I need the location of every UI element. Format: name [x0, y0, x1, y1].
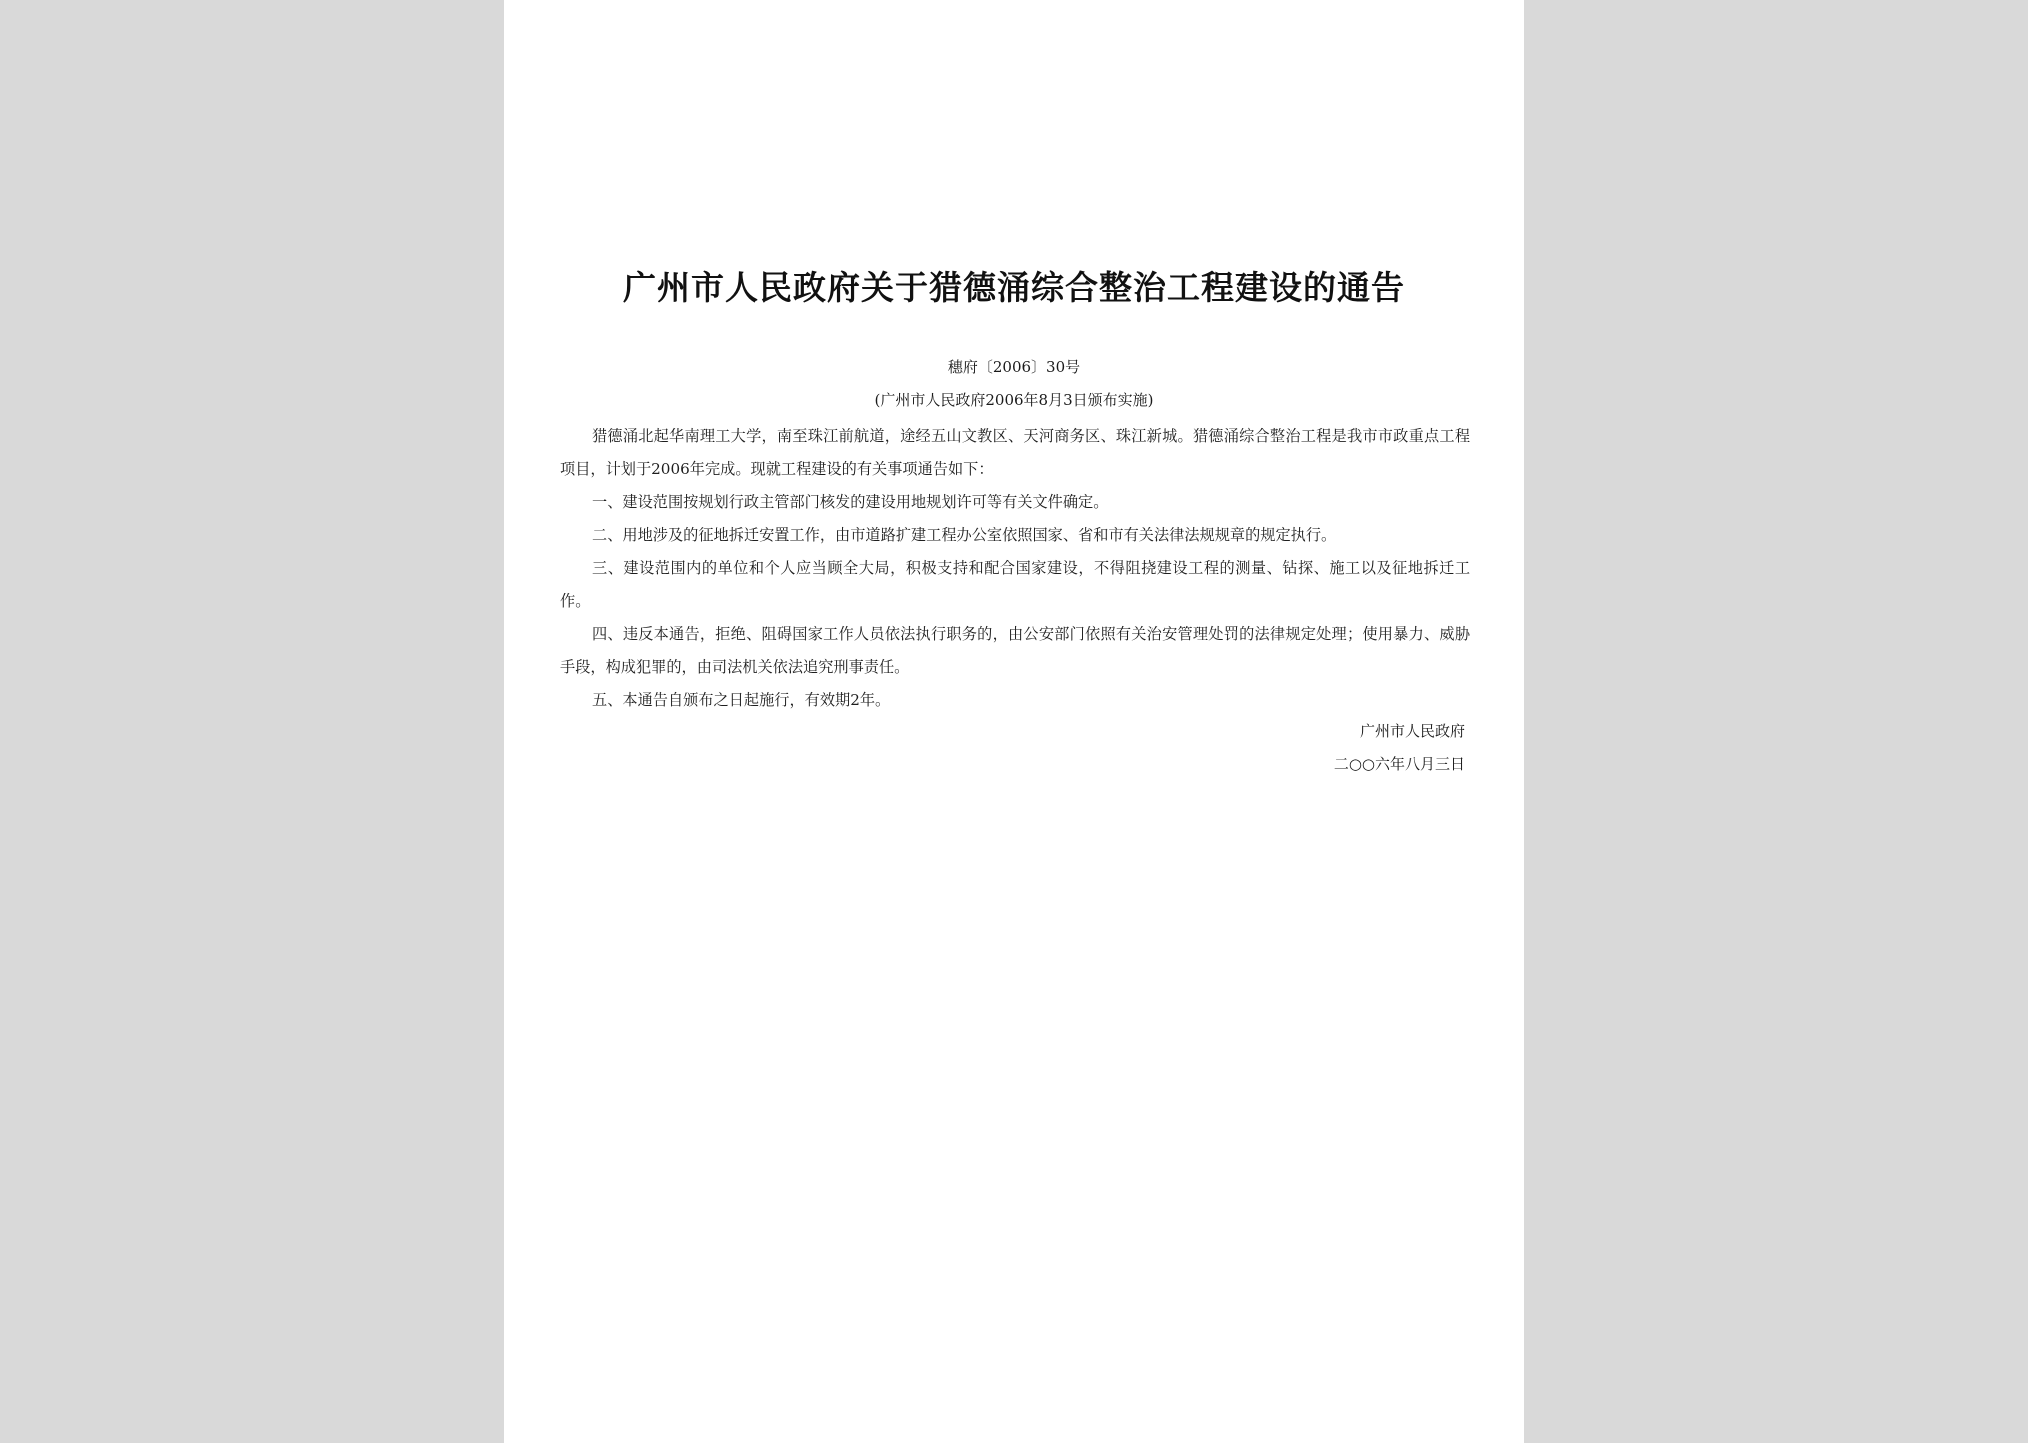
signature-block [1334, 715, 1465, 781]
paragraph-intro: 猎德涌北起华南理工大学，南至珠江前航道，途经五山文教区、天河商务区、珠江新城。猎德涌综合整治工程是我市市政重点工程项目，计划于2006年完成。现就工程建设的有关事项通告如下： [560, 427, 1470, 478]
paragraph-item-3: 三、建设范围内的单位和个人应当顾全大局，积极支持和配合国家建设，不得阻挠建设工程的测量、钻探、施工以及征地拆迁工作。 [560, 559, 1470, 610]
issue-date: 二○○六年八月三日 [1333, 755, 1465, 773]
paragraph-item-1: 一、建设范围按规划行政主管部门核发的建设用地规划许可等有关文件确定。 [592, 493, 1109, 511]
issuer-name: 广州市人民政府 [1359, 722, 1465, 740]
document-page [504, 0, 1524, 1443]
paragraph-item-5: 五、本通告自颁布之日起施行，有效期2年。 [592, 691, 891, 709]
document-body [560, 420, 1470, 717]
paragraph-item-4: 四、违反本通告，拒绝、阻碍国家工作人员依法执行职务的，由公安部门依照有关治安管理处罚的法律规定处理；使用暴力、威胁手段，构成犯罪的，由司法机关依法追究刑事责任。 [560, 625, 1470, 676]
document-title: 广州市人民政府关于猎德涌综合整治工程建设的通告 [623, 268, 1405, 307]
paragraph-item-2: 二、用地涉及的征地拆迁安置工作，由市道路扩建工程办公室依照国家、省和市有关法律法规规章的规定执行。 [592, 526, 1337, 544]
document-number: 穗府〔2006〕30号 [947, 358, 1081, 376]
promulgation-note: (广州市人民政府2006年8月3日颁布实施) [874, 391, 1154, 409]
